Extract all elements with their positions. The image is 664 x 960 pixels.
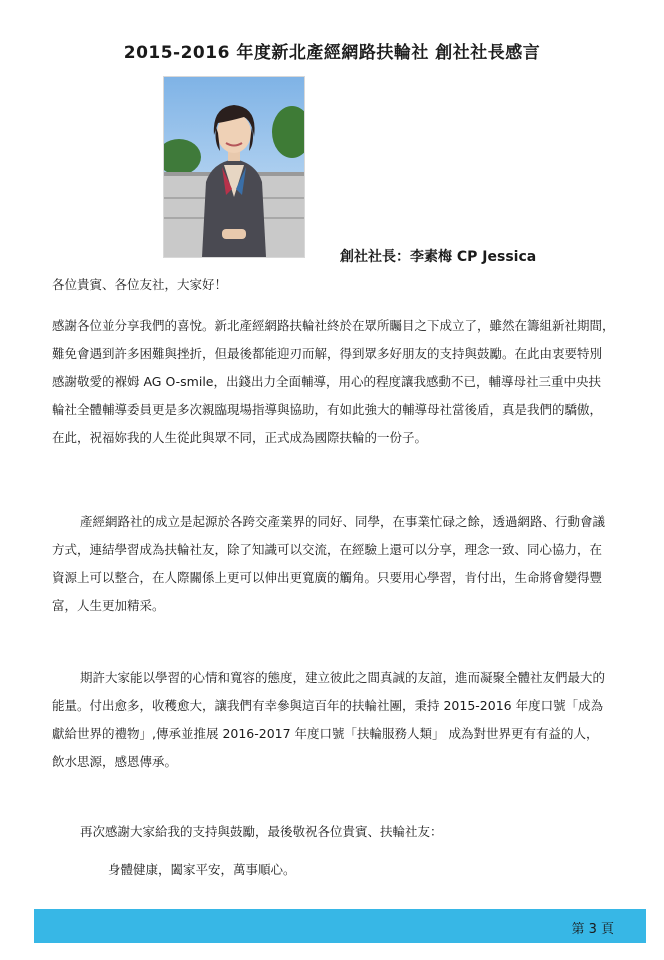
paragraph-line: 富，人生更加精采。 [52,598,165,613]
footer-bar [34,909,646,943]
paragraph-line: 輪社全體輔導委員更是多次親臨現場指導與協助，有如此強大的輔導母社當後盾，真是我們的驕傲， [52,402,603,417]
paragraph-line: 能量。付出愈多，收穫愈大，讓我們有幸參與這百年的扶輪社團，秉持 2015-2016 年度口號「成為 [52,698,604,713]
president-caption: 創社社長：李素梅 CP Jessica [340,249,537,265]
greeting: 各位貴賓、各位友社，大家好！ [52,277,228,292]
paragraph-line: 資源上可以整合，在人際關係上更可以伸出更寬廣的觸角。只要用心學習，肯付出，生命將會變得豐 [52,570,603,585]
closing-wishes: 身體健康，闔家平安，萬事順心。 [108,862,296,877]
paragraph-line: 在此，祝福妳我的人生從此與眾不同，正式成為國際扶輪的一份子。 [52,430,428,445]
paragraph-line: 飲水思源，感恩傳承。 [52,754,178,769]
page-title: 2015-2016 年度新北產經網路扶輪社 創社社長感言 [123,43,541,63]
paragraph-1 [52,312,622,452]
paragraph-line: 獻給世界的禮物」,傳承並推展 2016-2017 年度口號「扶輪服務人類」 成為對世界更有有益的人， [52,726,599,741]
portrait-photo [163,76,305,258]
paragraph-line: 方式，連結學習成為扶輪社友，除了知識可以交流，在經驗上還可以分享，理念一致、同心協力，在 [52,542,603,557]
paragraph-line: 期許大家能以學習的心情和寬容的態度，建立彼此之間真誠的友誼，進而凝聚全體社友們最大的 [80,670,606,685]
paragraph-line: 產經網路社的成立是起源於各跨交產業界的同好、同學，在事業忙碌之餘，透過網路、行動會議 [80,514,606,529]
paragraph-line: 感謝敬愛的褓姆 AG O-smile，出錢出力全面輔導，用心的程度讓我感動不已，輔導母社三重中央扶 [52,374,601,389]
paragraph-line: 難免會遇到許多困難與挫折，但最後都能迎刃而解，得到眾多好朋友的支持與鼓勵。在此由衷要特別 [52,346,603,361]
portrait-illustration [164,77,304,257]
paragraph-2 [52,508,622,620]
closing-thanks: 再次感謝大家給我的支持與鼓勵，最後敬祝各位貴賓、扶輪社友： [80,824,443,839]
paragraph-3 [52,664,622,776]
paragraph-line: 感謝各位並分享我們的喜悅。新北產經網路扶輪社終於在眾所矚目之下成立了，雖然在籌組新社期間， [52,318,615,333]
page-number: 第 3 頁 [571,922,614,937]
